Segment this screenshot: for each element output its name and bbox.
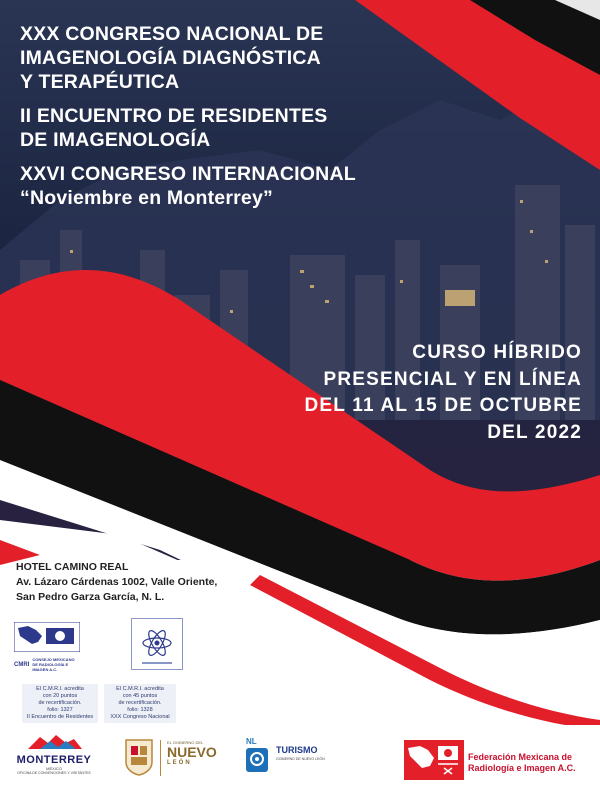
venue-address: Av. Lázaro Cárdenas 1002, Valle Oriente,	[16, 576, 218, 588]
nl-label: NL	[246, 737, 257, 746]
fmri-logo-icon	[404, 740, 464, 780]
gov-small-text: EL GOBIERNO DEL	[167, 740, 204, 745]
accreditation-box-residents	[22, 684, 98, 723]
cert-1-line-4: folio: 1327	[47, 707, 73, 713]
course-dates: DEL 11 AL 15 DE OCTUBRE	[304, 395, 582, 416]
course-type: CURSO HÍBRIDO	[412, 342, 582, 363]
monterrey-label: MONTERREY	[16, 754, 92, 766]
monterrey-mountains-icon	[10, 733, 98, 749]
nl-turismo-icon	[246, 748, 268, 772]
turismo-sub: GOBIERNO DE NUEVO LEÓN	[276, 757, 325, 761]
course-year: DEL 2022	[487, 421, 582, 443]
cmri-logo-icon	[14, 622, 80, 652]
cmri-abbr: CMRI	[14, 661, 30, 668]
subtitle-line-1: II ENCUENTRO DE RESIDENTES	[20, 105, 328, 127]
gov-nuevo: NUEVO	[167, 744, 217, 760]
atom-seal-icon	[132, 619, 182, 669]
cmri-name: CONSEJO MEXICANO DE RADIOLOGÍA E IMAGEN A.C.	[32, 657, 75, 672]
cert-2-line-5: XXX Congreso Nacional	[110, 714, 170, 720]
accreditation-box-congress	[104, 684, 176, 723]
nuevo-leon-gov-logo	[160, 740, 229, 776]
title-line-3: Y TERAPÉUTICA	[20, 71, 180, 93]
fmri-line-1: Federación Mexicana de	[468, 752, 573, 762]
cert-1-line-1: El C.M.R.I. acredita	[36, 686, 84, 692]
subtitle-line-2: DE IMAGENOLOGÍA	[20, 129, 211, 151]
cert-1-line-5: II Encuentro de Residentes	[26, 714, 94, 720]
fmri-name	[468, 752, 576, 774]
venue-name: HOTEL CAMINO REAL	[16, 561, 129, 573]
atom-seal-logo	[131, 618, 183, 670]
monterrey-tagline: OFICINA DE CONVENCIONES Y VISITANTES	[17, 771, 91, 775]
international-line-1: XXVI CONGRESO INTERNACIONAL	[20, 163, 356, 185]
fmri-line-2: Radiología e Imagen A.C.	[468, 763, 576, 773]
cert-2-line-3: de recertificación.	[118, 700, 162, 706]
cert-2-line-4: folio: 1328	[127, 707, 153, 713]
cert-1-line-3: de recertificación.	[38, 700, 82, 706]
gov-leon: LEÓN	[167, 760, 192, 766]
cert-2-line-2: con 45 puntos	[122, 693, 158, 699]
title-line-1: XXX CONGRESO NACIONAL DE	[20, 23, 324, 45]
cert-1-line-2: con 20 puntos	[42, 693, 78, 699]
monterrey-logo	[10, 733, 98, 783]
nuevo-leon-shield-icon	[124, 738, 154, 776]
venue-city: San Pedro Garza García, N. L.	[16, 591, 165, 603]
cmri-logo	[14, 622, 80, 672]
venue-info	[16, 560, 217, 605]
cert-2-line-1: El C.M.R.I. acredita	[116, 686, 164, 692]
course-info	[305, 340, 583, 446]
event-titles	[20, 22, 440, 210]
turismo-label: TURISMO	[276, 745, 318, 755]
nl-turismo-logo	[244, 737, 354, 777]
international-line-2: “Noviembre en Monterrey”	[20, 187, 273, 209]
monterrey-sub: MÉXICO	[46, 766, 62, 771]
title-line-2: IMAGENOLOGÍA DIAGNÓSTICA	[20, 47, 321, 69]
course-modality: PRESENCIAL Y EN LÍNEA	[323, 368, 582, 390]
